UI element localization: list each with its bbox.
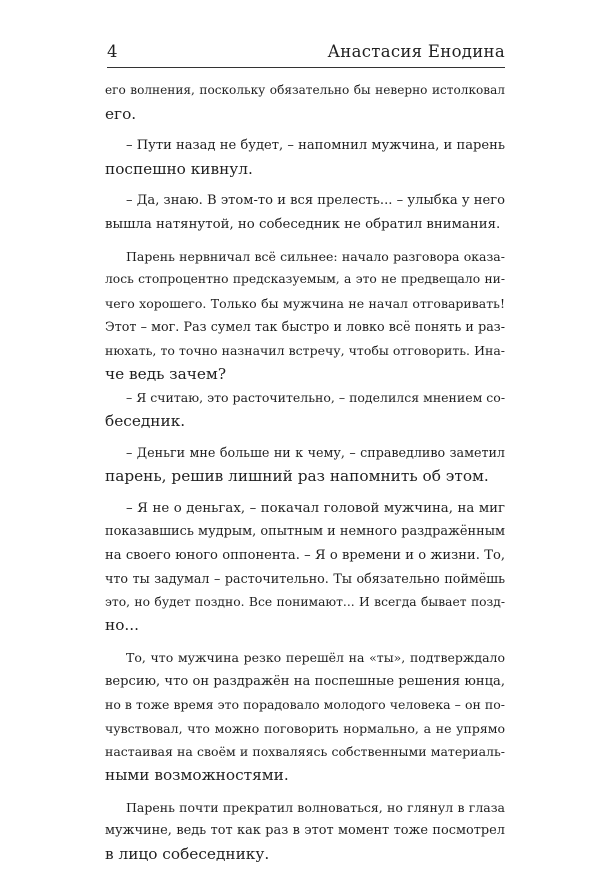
text-line: его волнения, поскольку обязательно бы неверно истолковал xyxy=(105,83,505,97)
text-line: Парень нервничал всё сильнее: начало разговора оказа- xyxy=(126,248,505,264)
paragraph xyxy=(105,134,505,181)
text-line: настаивая на своём и похваляясь собственными материаль- xyxy=(105,744,505,760)
running-header xyxy=(107,42,505,64)
paragraph xyxy=(105,796,505,867)
text-line: че ведь зачем? xyxy=(105,364,227,383)
text-line: это, но будет поздно. Все понимают... И всегда бывает позд- xyxy=(105,594,505,609)
text-line: – Я не о деньгах, – покачал головой мужчина, на миг xyxy=(126,500,505,516)
text-line: – Пути назад не будет, – напомнил мужчина, и парень xyxy=(126,138,505,154)
body-text xyxy=(105,79,505,874)
text-line: ными возможностями. xyxy=(105,766,289,785)
running-title-author: Анастасия Енодина xyxy=(327,42,505,61)
paragraph xyxy=(105,245,505,434)
text-line: поспешно кивнул. xyxy=(105,159,253,178)
text-line: на своего юного оппонента. – Я о времени и о жизни. То, xyxy=(105,547,505,563)
paragraph xyxy=(105,497,505,639)
text-line: беседник. xyxy=(105,411,186,430)
text-line: показавшись мудрым, опытным и немного раздражённым xyxy=(105,524,505,540)
paragraph xyxy=(105,79,505,126)
text-line: его. xyxy=(105,104,137,123)
text-line: в лицо собеседнику. xyxy=(105,844,270,863)
text-line: чего хорошего. Только бы мужчина не начал отговаривать! xyxy=(105,295,505,311)
text-line: – Я считаю, это расточительно, – поделился мнением со- xyxy=(126,390,506,406)
text-line: Парень почти прекратил волноваться, но глянул в глаза xyxy=(126,799,505,815)
text-line: что ты задумал – расточительно. Ты обязательно поймёшь xyxy=(105,571,505,587)
text-line: версию, что он раздражён на поспешные решения юнца, xyxy=(105,673,505,689)
text-line: парень, решив лишний раз напомнить об этом. xyxy=(105,466,489,485)
text-line: вышла натянутой, но собеседник не обратил внимания. xyxy=(105,216,501,232)
text-line: но... xyxy=(105,616,139,635)
paragraph xyxy=(105,441,505,488)
text-line: но в тоже время это порадовало молодого человека – он по- xyxy=(105,697,505,713)
page-number: 4 xyxy=(107,42,118,61)
text-line: лось стопроцентно предсказуемым, а это не предвещало ни- xyxy=(105,272,505,287)
paragraph xyxy=(105,189,505,236)
text-line: – Деньги мне больше ни к чему, – справедливо заметил xyxy=(126,445,505,461)
paragraph xyxy=(105,646,505,788)
header-rule xyxy=(107,67,505,68)
text-line: То, что мужчина резко перешёл на «ты», подтверждало xyxy=(126,650,505,666)
text-line: чувствовал, что можно поговорить нормально, а не упрямо xyxy=(105,720,505,736)
text-line: – Да, знаю. В этом-то и вся прелесть... – улыбка у него xyxy=(126,193,505,209)
text-line: Этот – мог. Раз сумел так быстро и ловко всё понять и раз- xyxy=(105,319,505,335)
text-line: нюхать, то точно назначил встречу, чтобы отговорить. Ина- xyxy=(105,342,505,358)
text-line: мужчине, ведь тот как раз в этот момент тоже посмотрел xyxy=(105,823,505,839)
